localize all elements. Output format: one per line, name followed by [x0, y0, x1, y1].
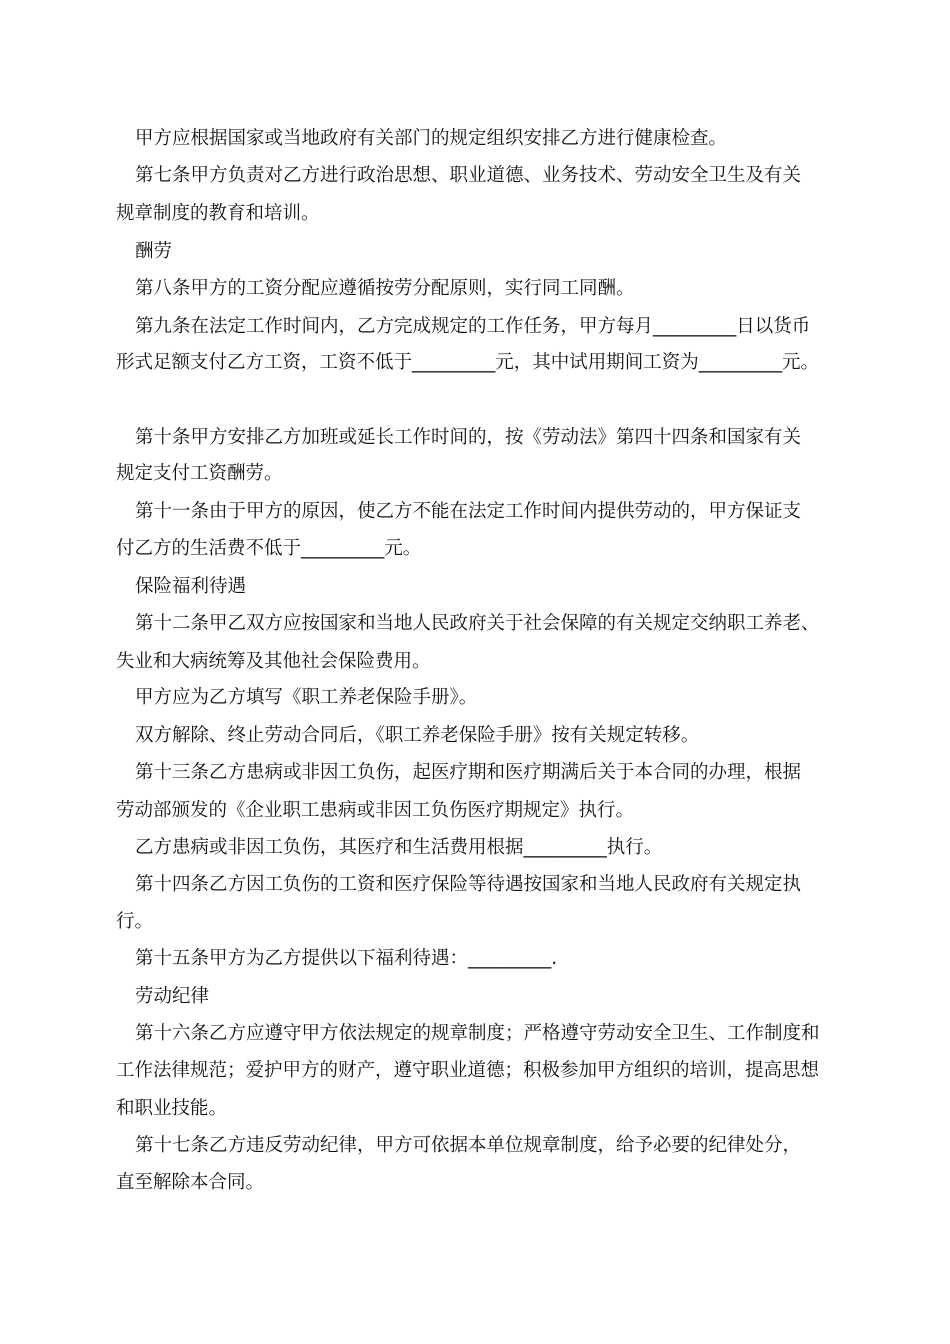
text-line: 规定支付工资酬劳。 [116, 463, 283, 484]
text-line: 第十条甲方安排乙方加班或延长工作时间的，按《劳动法》第四十四条和国家有关 [135, 427, 802, 448]
text-line: 和职业技能。 [116, 1098, 228, 1119]
text-line: 第十一条由于甲方的原因，使乙方不能在法定工作时间内提供劳动的，甲方保证支 [135, 501, 802, 522]
section-heading: 保险福利待遇 [135, 576, 247, 597]
text-line: 第十二条甲乙双方应按国家和当地人民政府关于社会保障的有关规定交纳职工养老、 [135, 613, 820, 634]
text-line: 规章制度的教育和培训。 [116, 203, 320, 224]
text-line: 劳动部颁发的《企业职工患病或非因工负伤医疗期规定》执行。 [116, 800, 635, 821]
text-line: 工作法律规范；爱护甲方的财产，遵守职业道德；积极参加甲方组织的培训，提高思想 [116, 1060, 820, 1081]
text-line: 乙方患病或非因工负伤，其医疗和生活费用根据_________执行。 [135, 837, 663, 858]
text-line: 第七条甲方负责对乙方进行政治思想、职业道德、业务技术、劳动安全卫生及有关 [135, 165, 802, 186]
text-line: 直至解除本合同。 [116, 1172, 265, 1193]
text-line: 甲方应根据国家或当地政府有关部门的规定组织安排乙方进行健康检查。 [135, 128, 728, 149]
section-heading: 酬劳 [135, 241, 173, 262]
text-line: 失业和大病统筹及其他社会保险费用。 [116, 651, 431, 672]
text-line: 第十六条乙方应遵守甲方依法规定的规章制度；严格遵守劳动安全卫生、工作制度和 [135, 1023, 820, 1044]
text-line: 行。 [116, 911, 154, 932]
text-line: 双方解除、终止劳动合同后，《职工养老保险手册》按有关规定转移。 [135, 725, 700, 746]
text-line: 第十四条乙方因工负伤的工资和医疗保险等待遇按国家和当地人民政府有关规定执 [135, 874, 802, 895]
text-line: 第十三条乙方患病或非因工负伤，起医疗期和医疗期满后关于本合同的办理，根据 [135, 762, 802, 783]
section-heading: 劳动纪律 [135, 986, 210, 1007]
text-line: 第八条甲方的工资分配应遵循按劳分配原则，实行同工同酬。 [135, 278, 635, 299]
text-line: 形式足额支付乙方工资，工资不低于_________元，其中试用期间工资为_________元。 [116, 352, 820, 373]
text-line: 第九条在法定工作时间内，乙方完成规定的工作任务，甲方每月_________日以货币 [135, 316, 811, 337]
text-line: 第十七条乙方违反劳动纪律，甲方可依据本单位规章制度，给予必要的纪律处分， [135, 1135, 802, 1156]
text-line: 付乙方的生活费不低于_________元。 [116, 538, 422, 559]
text-line: 第十五条甲方为乙方提供以下福利待遇：_________. [135, 948, 558, 969]
text-line: 甲方应为乙方填写《职工养老保险手册》。 [135, 687, 478, 708]
